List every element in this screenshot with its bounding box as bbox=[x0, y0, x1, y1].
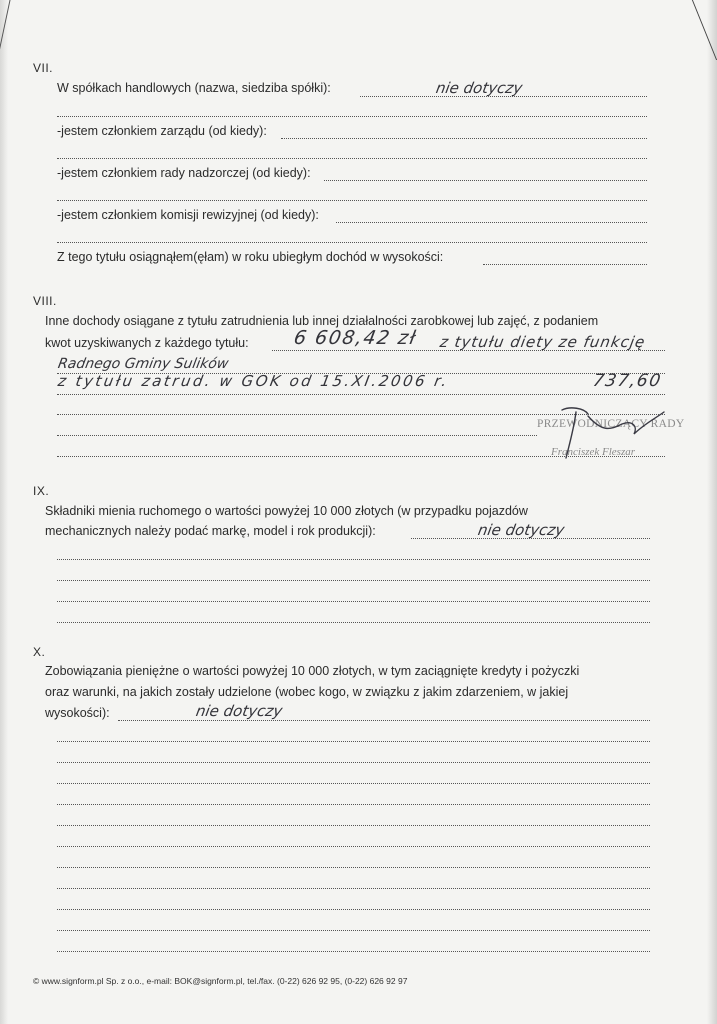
employment-handwritten: z tytułu zatrud. w GOK od 15.XI.2006 r. bbox=[56, 372, 451, 390]
supervisory-line bbox=[324, 180, 647, 181]
chairman-signature bbox=[540, 402, 670, 464]
other-income-line2: kwot uzyskiwanych z każdego tytułu: bbox=[45, 336, 249, 350]
liabilities-line1: Zobowiązania pieniężne o wartości powyżej 10 000 złotych, w tym zaciągnięte kredyty i pożyczki bbox=[45, 664, 580, 678]
income-label: Z tego tytułu osiągnąłem(ęłam) w roku ubiegłym dochód w wysokości: bbox=[57, 250, 444, 264]
audit-line bbox=[336, 222, 647, 223]
liabilities-line bbox=[118, 720, 650, 721]
board-line bbox=[281, 138, 647, 139]
liabilities-line2: oraz warunki, na jakich zostały udzielone (wobec kogo, w związku z jakim zdarzeniem, w jakiej bbox=[45, 685, 569, 699]
income-line bbox=[483, 264, 647, 265]
section-vii-number: VII. bbox=[33, 61, 54, 75]
liabilities-line-10 bbox=[57, 909, 650, 910]
liabilities-line-11 bbox=[57, 930, 650, 931]
section-x-number: X. bbox=[33, 645, 46, 659]
other-income-line-3 bbox=[57, 394, 665, 395]
liabilities-handwritten: nie dotyczy bbox=[194, 702, 284, 720]
movable-assets-line-2 bbox=[57, 559, 650, 560]
board-label: -jestem członkiem zarządu (od kiedy): bbox=[57, 124, 267, 138]
liabilities-line-9 bbox=[57, 888, 650, 889]
scan-edge-left bbox=[0, 0, 8, 1024]
audit-line-2 bbox=[57, 242, 647, 243]
companies-handwritten: nie dotyczy bbox=[434, 79, 524, 97]
liabilities-line-2 bbox=[57, 741, 650, 742]
income-title-handwritten: z tytułu diety ze funkcję bbox=[438, 333, 647, 351]
companies-label: W spółkach handlowych (nazwa, siedziba spółki): bbox=[57, 81, 331, 95]
employment-amount-handwritten: 737,60 bbox=[591, 371, 664, 391]
councillor-handwritten: Radnego Gminy Sulików bbox=[56, 356, 230, 372]
income-amount-handwritten: 6 608,42 zł bbox=[292, 327, 419, 349]
form-footer: © www.signform.pl Sp. z o.o., e-mail: BOK@signform.pl, tel./fax. (0-22) 626 92 95, (0-22) 626 92 97 bbox=[33, 976, 408, 986]
section-ix-number: IX. bbox=[33, 484, 50, 498]
liabilities-line-5 bbox=[57, 804, 650, 805]
scan-edge-right bbox=[707, 0, 717, 1024]
liabilities-line-4 bbox=[57, 783, 650, 784]
movable-assets-line-5 bbox=[57, 622, 650, 623]
board-line-2 bbox=[57, 158, 647, 159]
movable-assets-handwritten: nie dotyczy bbox=[476, 521, 566, 539]
supervisory-line-2 bbox=[57, 200, 647, 201]
movable-assets-line-3 bbox=[57, 580, 650, 581]
liabilities-line-12 bbox=[57, 951, 650, 952]
chairman-stamp-name: Franciszek Fleszar bbox=[551, 446, 636, 458]
chairman-stamp-title: PRZEWODNICZĄCY RADY bbox=[537, 418, 685, 430]
movable-assets-line2: mechanicznych należy podać markę, model i rok produkcji): bbox=[45, 524, 376, 538]
section-viii-number: VIII. bbox=[33, 294, 57, 308]
liabilities-line-7 bbox=[57, 846, 650, 847]
liabilities-line-6 bbox=[57, 825, 650, 826]
movable-assets-line1: Składniki mienia ruchomego o wartości powyżej 10 000 złotych (w przypadku pojazdów bbox=[45, 504, 528, 518]
other-income-line1: Inne dochody osiągane z tytułu zatrudnienia lub innej działalności zarobkowej lub zajęć, z podaniem bbox=[45, 314, 599, 328]
other-income-line-5 bbox=[57, 435, 537, 436]
liabilities-line-3 bbox=[57, 762, 650, 763]
companies-line-2 bbox=[57, 116, 647, 117]
liabilities-line3: wysokości): bbox=[45, 706, 110, 720]
liabilities-line-8 bbox=[57, 867, 650, 868]
supervisory-label: -jestem członkiem rady nadzorczej (od kiedy): bbox=[57, 166, 311, 180]
movable-assets-line-4 bbox=[57, 601, 650, 602]
audit-label: -jestem członkiem komisji rewizyjnej (od kiedy): bbox=[57, 208, 319, 222]
